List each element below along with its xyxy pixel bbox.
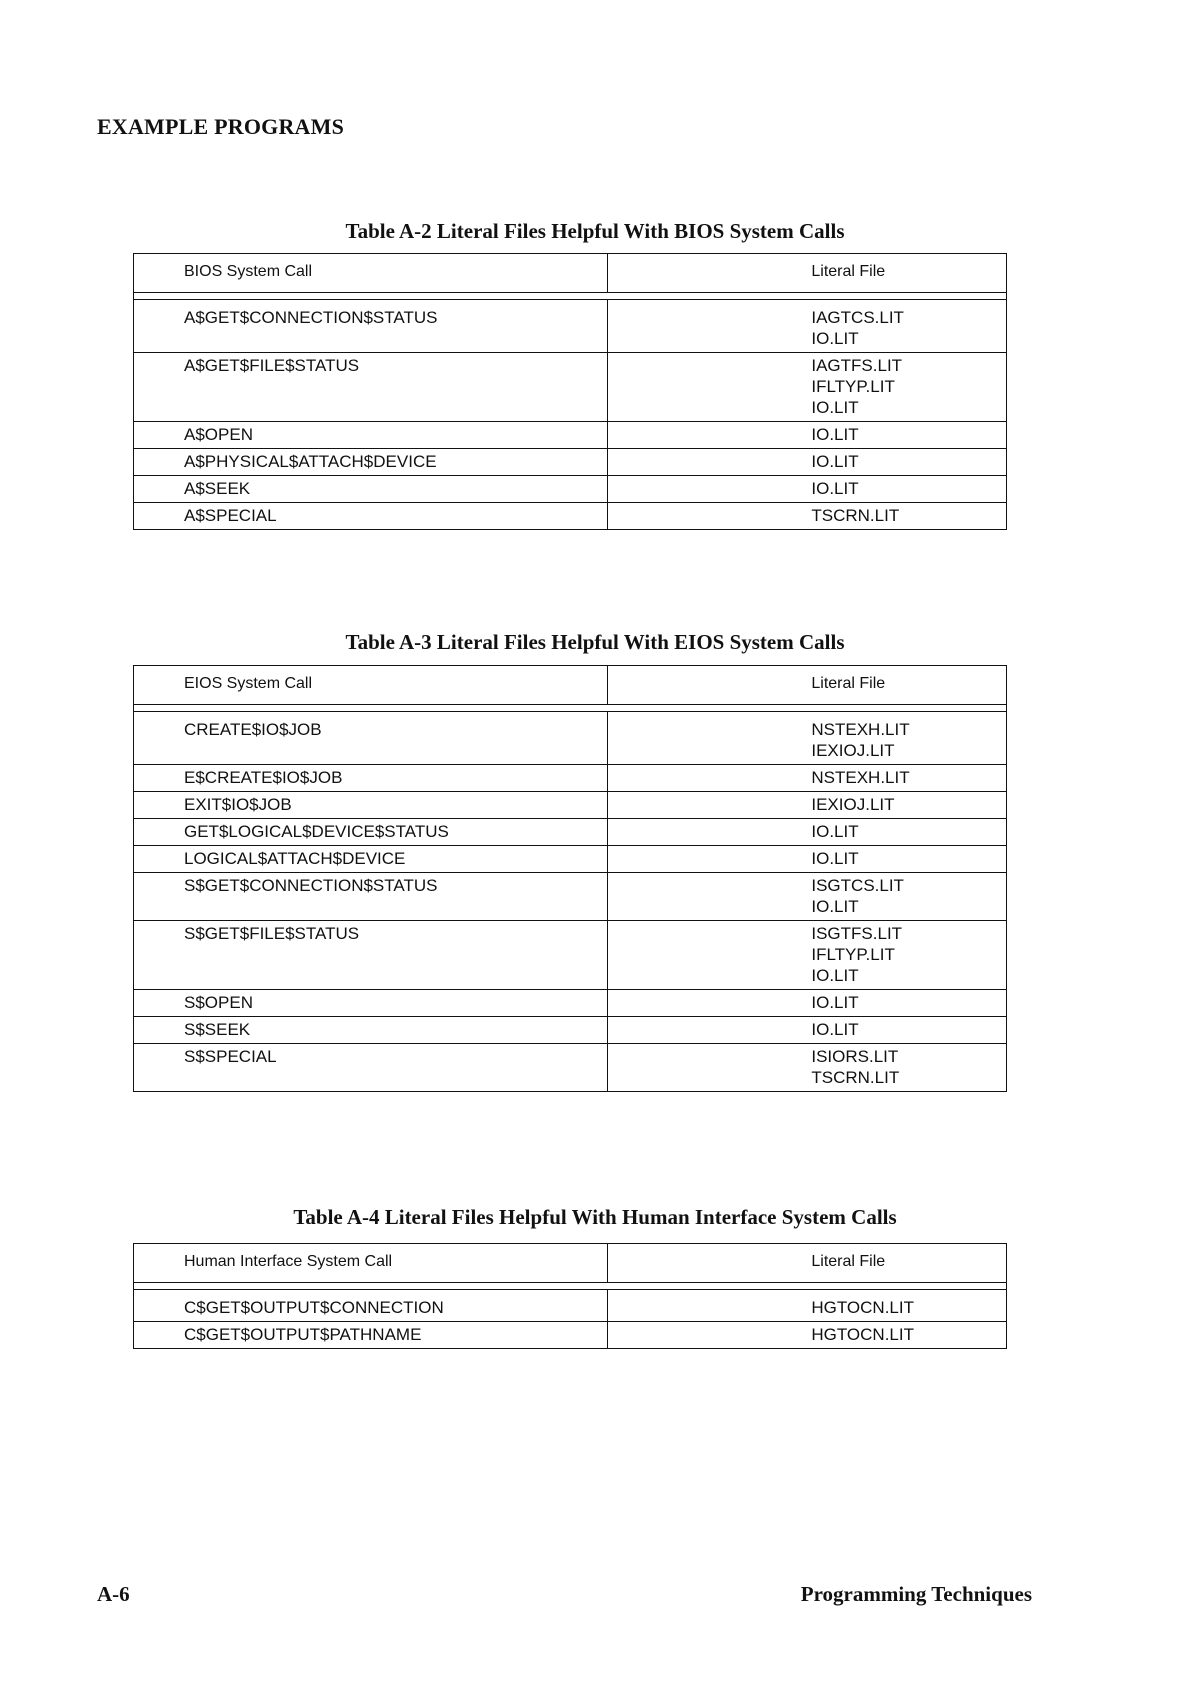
table-caption: Table A-2 Literal Files Helpful With BIOS System Calls xyxy=(345,219,845,243)
literal-file-cell xyxy=(608,1322,1007,1349)
system-call-cell: S$SEEK xyxy=(134,1017,608,1044)
table-header-row xyxy=(134,254,1007,293)
literal-file-cell xyxy=(608,353,1007,422)
literal-file-cell xyxy=(608,1017,1007,1044)
literal-file-name: IO.LIT xyxy=(811,1020,859,1039)
literal-file-name: IO.LIT xyxy=(811,897,859,916)
literal-file-name: IO.LIT xyxy=(811,822,859,841)
header-literal-file: Literal File xyxy=(608,1244,1007,1283)
system-call-cell: A$SPECIAL xyxy=(134,503,608,530)
header-separator xyxy=(134,705,1007,712)
literal-file-name: IO.LIT xyxy=(811,966,859,985)
system-call-cell: A$OPEN xyxy=(134,422,608,449)
literal-file-name: IEXIOJ.LIT xyxy=(811,795,895,814)
literal-file-name: IO.LIT xyxy=(811,329,859,348)
table-row xyxy=(134,712,1007,765)
literal-file-cell xyxy=(608,792,1007,819)
table-row xyxy=(134,353,1007,422)
literal-file-cell xyxy=(608,300,1007,353)
table-row xyxy=(134,873,1007,921)
table-caption: Table A-3 Literal Files Helpful With EIOS System Calls xyxy=(345,630,845,654)
header-call: EIOS System Call xyxy=(134,666,608,705)
system-call-cell: S$GET$CONNECTION$STATUS xyxy=(134,873,608,921)
system-call-cell: S$GET$FILE$STATUS xyxy=(134,921,608,990)
literal-file-name: IAGTFS.LIT xyxy=(811,356,903,375)
system-call-cell: A$PHYSICAL$ATTACH$DEVICE xyxy=(134,449,608,476)
table-row xyxy=(134,503,1007,530)
table-row xyxy=(134,819,1007,846)
section-heading: EXAMPLE PROGRAMS xyxy=(97,114,345,139)
literal-file-name: IO.LIT xyxy=(811,398,859,417)
system-call-cell: C$GET$OUTPUT$PATHNAME xyxy=(134,1322,608,1349)
eios-literal-table xyxy=(133,665,1007,1092)
literal-file-name: ISGTCS.LIT xyxy=(811,876,904,895)
table-row xyxy=(134,476,1007,503)
table-caption: Table A-4 Literal Files Helpful With Human Interface System Calls xyxy=(293,1205,897,1229)
table-row xyxy=(134,1290,1007,1322)
literal-file-cell xyxy=(608,449,1007,476)
literal-file-name: TSCRN.LIT xyxy=(811,506,900,525)
system-call-cell: CREATE$IO$JOB xyxy=(134,712,608,765)
human-interface-literal-table xyxy=(133,1243,1007,1349)
literal-file-name: HGTOCN.LIT xyxy=(811,1325,914,1344)
literal-file-name: IO.LIT xyxy=(811,425,859,444)
table-row xyxy=(134,1322,1007,1349)
literal-file-name: HGTOCN.LIT xyxy=(811,1298,914,1317)
system-call-cell: S$OPEN xyxy=(134,990,608,1017)
table-row xyxy=(134,921,1007,990)
table-header-row xyxy=(134,1244,1007,1283)
header-literal-file: Literal File xyxy=(608,666,1007,705)
system-call-cell: EXIT$IO$JOB xyxy=(134,792,608,819)
literal-file-cell xyxy=(608,1290,1007,1322)
system-call-cell: A$GET$CONNECTION$STATUS xyxy=(134,300,608,353)
literal-file-name: NSTEXH.LIT xyxy=(811,768,910,787)
header-literal-file: Literal File xyxy=(608,254,1007,293)
header-separator xyxy=(134,1283,1007,1290)
table-row xyxy=(134,990,1007,1017)
system-call-cell: A$GET$FILE$STATUS xyxy=(134,353,608,422)
header-call: Human Interface System Call xyxy=(134,1244,608,1283)
table-row xyxy=(134,449,1007,476)
literal-file-name: TSCRN.LIT xyxy=(811,1068,900,1087)
system-call-cell: E$CREATE$IO$JOB xyxy=(134,765,608,792)
literal-file-name: NSTEXH.LIT xyxy=(811,720,910,739)
bios-literal-table xyxy=(133,253,1007,530)
literal-file-name: IEXIOJ.LIT xyxy=(811,741,895,760)
literal-file-name: IFLTYP.LIT xyxy=(811,945,895,964)
system-call-cell: LOGICAL$ATTACH$DEVICE xyxy=(134,846,608,873)
table-row xyxy=(134,1044,1007,1092)
literal-file-cell xyxy=(608,476,1007,503)
table-row xyxy=(134,765,1007,792)
literal-file-cell xyxy=(608,712,1007,765)
literal-file-cell xyxy=(608,846,1007,873)
header-separator xyxy=(134,293,1007,300)
system-call-cell: GET$LOGICAL$DEVICE$STATUS xyxy=(134,819,608,846)
table-row xyxy=(134,846,1007,873)
system-call-cell: C$GET$OUTPUT$CONNECTION xyxy=(134,1290,608,1322)
literal-file-name: IAGTCS.LIT xyxy=(811,308,904,327)
table-row xyxy=(134,422,1007,449)
table-header-row xyxy=(134,666,1007,705)
literal-file-name: IO.LIT xyxy=(811,452,859,471)
literal-file-cell xyxy=(608,765,1007,792)
literal-file-name: IO.LIT xyxy=(811,479,859,498)
literal-file-cell xyxy=(608,422,1007,449)
literal-file-name: IO.LIT xyxy=(811,849,859,868)
header-call: BIOS System Call xyxy=(134,254,608,293)
table-row xyxy=(134,300,1007,353)
page-number: A-6 xyxy=(97,1582,130,1606)
literal-file-cell xyxy=(608,819,1007,846)
chapter-title: Programming Techniques xyxy=(800,1582,1032,1606)
literal-file-name: ISIORS.LIT xyxy=(811,1047,899,1066)
literal-file-name: IFLTYP.LIT xyxy=(811,377,895,396)
literal-file-cell xyxy=(608,873,1007,921)
literal-file-cell xyxy=(608,503,1007,530)
table-row xyxy=(134,1017,1007,1044)
literal-file-name: ISGTFS.LIT xyxy=(811,924,903,943)
literal-file-cell xyxy=(608,1044,1007,1092)
literal-file-cell xyxy=(608,990,1007,1017)
literal-file-name: IO.LIT xyxy=(811,993,859,1012)
system-call-cell: S$SPECIAL xyxy=(134,1044,608,1092)
system-call-cell: A$SEEK xyxy=(134,476,608,503)
literal-file-cell xyxy=(608,921,1007,990)
table-row xyxy=(134,792,1007,819)
